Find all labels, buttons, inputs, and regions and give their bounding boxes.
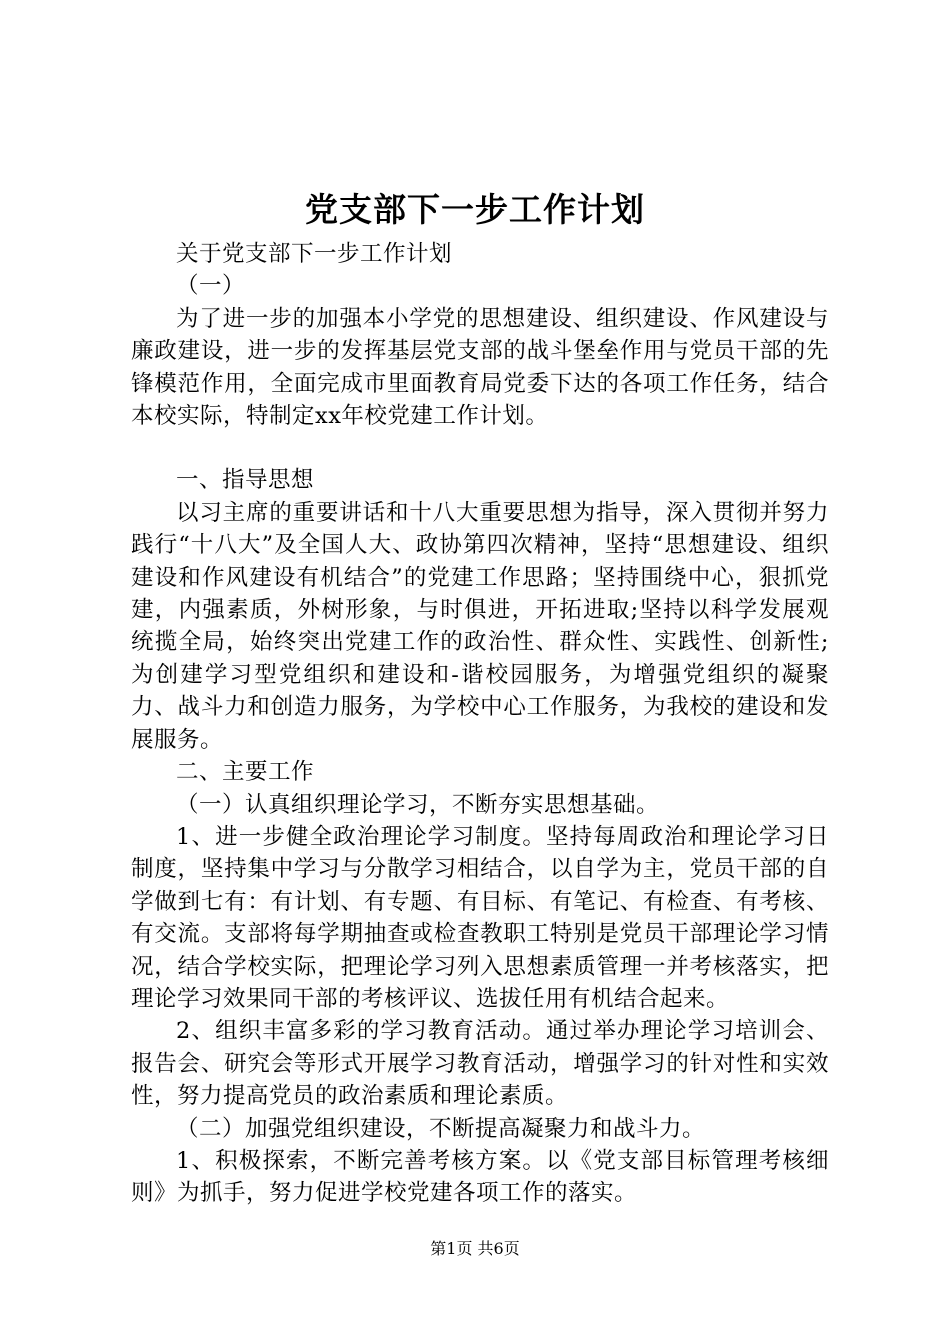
party-organization-item-1: 1、积极探索，不断完善考核方案。以《党支部目标管理考核细则》为抓手，努力促进学校党建各项工作的落实。 [131,1147,829,1207]
guiding-ideology-paragraph: 以习主席的重要讲话和十八大重要思想为指导，深入贯彻并努力践行“十八大”及全国人大、政协第四次精神，坚持“思想建设、组织建设和作风建设有机结合”的党建工作思路；坚持围绕中心，狠抓党建，内强素质，外树形象，与时俱进，开拓进取;坚持以科学发展观统揽全局，始终突出党建工作的政治性、群众性、实践性、创新性;为创建学习型党组织和建设和-谐校园服务，为增强党组织的凝聚力、战斗力和创造力服务，为学校中心工作服务，为我校的建设和发展服务。 [131,499,829,753]
heading-guiding-ideology: 一、指导思想 [176,467,315,494]
theory-study-item-2: 2、组织丰富多彩的学习教育活动。通过举办理论学习培训会、报告会、研究会等形式开展学习教育活动，增强学习的针对性和实效性，努力提高党员的政治素质和理论素质。 [131,1018,829,1110]
theory-study-item-1: 1、进一步健全政治理论学习制度。坚持每周政治和理论学习日制度，坚持集中学习与分散学习相结合，以自学为主，党员干部的自学做到七有：有计划、有专题、有目标、有笔记、有检查、有考核、有交流。支部将每学期抽查或检查教职工特别是党员干部理论学习情况，结合学校实际，把理论学习列入思想素质管理一并考核落实，把理论学习效果同干部的考核评议、选拔任用有机结合起来。 [131,823,829,1012]
subheading-theory-study: （一）认真组织理论学习，不断夯实思想基础。 [176,791,660,818]
page-number-footer: 第1页 共6页 [430,1239,520,1258]
heading-main-work: 二、主要工作 [176,759,315,786]
section-marker-paragraph: （一） [176,273,246,300]
document-title: 党支部下一步工作计划 [305,190,645,229]
document-body [131,238,829,1210]
subheading-party-organization: （二）加强党组织建设，不断提高凝聚力和战斗力。 [176,1115,706,1142]
intro-paragraph: 为了进一步的加强本小学党的思想建设、组织建设、作风建设与廉政建设，进一步的发挥基层党支部的战斗堡垒作用与党员干部的先锋模范作用，全面完成市里面教育局党委下达的各项工作任务，结合本校实际，特制定xx年校党建工作计划。 [131,305,829,430]
subtitle-paragraph: 关于党支部下一步工作计划 [176,241,453,267]
